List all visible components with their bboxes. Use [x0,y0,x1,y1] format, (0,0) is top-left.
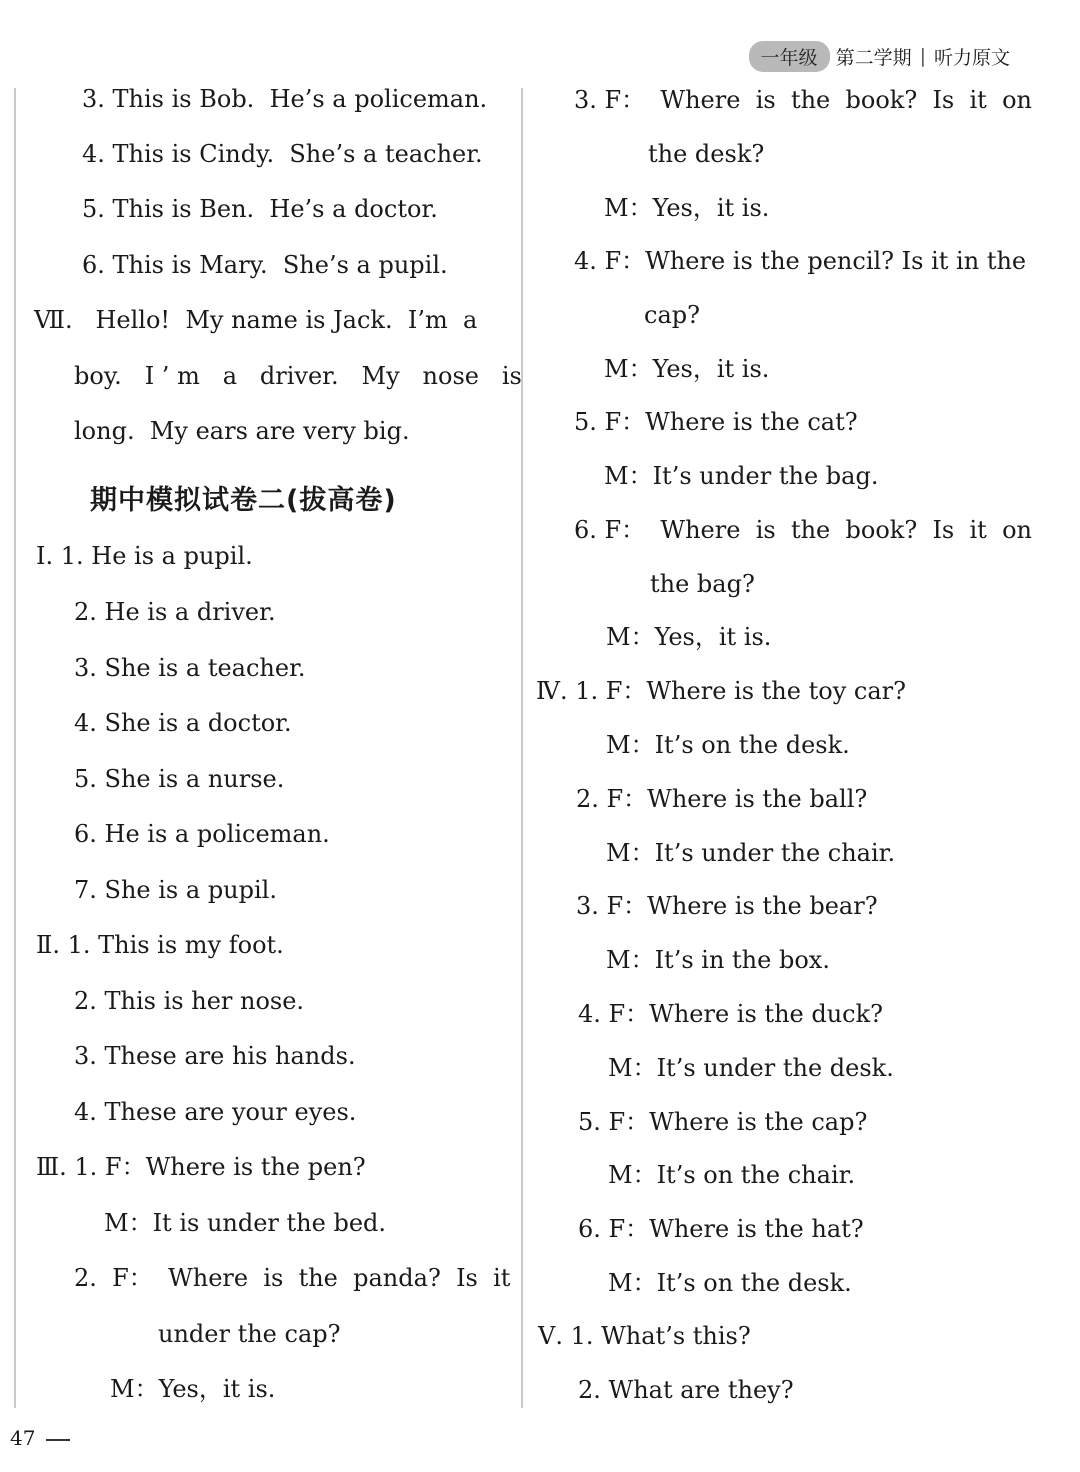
text-line: Ⅳ. 1. F：Where is the toy car? [536,677,906,705]
text-line: Ⅴ. 1. What’s this? [538,1322,751,1350]
text-line: 4. She is a doctor. [74,709,292,737]
section-heading: 期中模拟试卷二(拔高卷) [90,485,397,516]
text-line: 4. These are your eyes. [74,1098,357,1126]
text-line: 5. F：Where is the cap? [578,1108,868,1136]
text-line: the bag? [650,570,755,598]
text-line: M：It’s under the bag. [604,462,879,490]
text-line: 2. He is a driver. [74,598,276,626]
text-line: Ⅲ. 1. F：Where is the pen? [36,1153,366,1181]
text-line: M：It’s under the desk. [608,1054,894,1082]
text-line: M：Yes，it is. [110,1375,276,1403]
section-label: 听力原文 [933,46,1010,69]
page-number: 47 [10,1426,36,1450]
text-line: 3. She is a teacher. [74,654,306,682]
text-line: Ⅰ. 1. He is a pupil. [36,542,253,570]
text-line: 3. F：Where is the bear? [576,892,878,920]
text-line: Ⅶ. Hello! My name is Jack. I’m a [34,306,478,334]
page-number-dash [46,1439,70,1441]
text-line: M：It’s on the chair. [608,1161,856,1189]
text-line: 4. This is Cindy. She’s a teacher. [82,140,483,168]
text-line: 6. F： Where is the book? Is it on [574,516,1032,544]
text-line: 6. F：Where is the hat? [578,1215,864,1243]
text-line: M：It’s under the chair. [606,839,896,867]
text-line: 3. These are his hands. [74,1042,356,1070]
text-line: M：It’s in the box. [606,946,830,974]
text-line: 6. This is Mary. She’s a pupil. [82,251,448,279]
column-divider [521,88,523,1408]
page-header [749,42,1010,70]
text-line: 2. This is her nose. [74,987,305,1015]
text-line: 5. F：Where is the cat? [574,408,858,436]
text-line: 2. What are they? [578,1376,794,1404]
text-line: M：Yes，it is. [604,355,770,383]
left-margin-rule [14,88,16,1408]
text-line: M：Yes，it is. [606,623,772,651]
text-line: cap? [644,301,700,329]
text-line: M：Yes，it is. [604,194,770,222]
text-line: M：It’s on the desk. [608,1269,852,1297]
text-line: 7. She is a pupil. [74,876,277,904]
text-line: M：It is under the bed. [104,1209,387,1237]
text-line: 2. F： Where is the panda? Is it [74,1264,511,1292]
text-line: 4. F：Where is the pencil? Is it in the [574,247,1027,275]
header-separator: | [919,45,926,67]
text-line: 4. F：Where is the duck? [578,1000,884,1028]
text-line: the desk? [648,140,765,168]
text-line: 3. This is Bob. He’s a policeman. [82,85,488,113]
grade-label: 一年级 [749,41,830,72]
text-line: boy. I ’ m a driver. My nose is [74,362,522,390]
text-line: 5. She is a nurse. [74,765,285,793]
text-line: under the cap? [158,1320,341,1348]
term-label: 第二学期 [835,46,912,69]
text-line: 2. F：Where is the ball? [576,785,868,813]
text-line: long. My ears are very big. [74,417,410,445]
text-line: M：It’s on the desk. [606,731,850,759]
text-line: 3. F： Where is the book? Is it on [574,86,1032,114]
text-line: 5. This is Ben. He’s a doctor. [82,195,438,223]
text-line: 6. He is a policeman. [74,820,330,848]
text-line: Ⅱ. 1. This is my foot. [36,931,284,959]
